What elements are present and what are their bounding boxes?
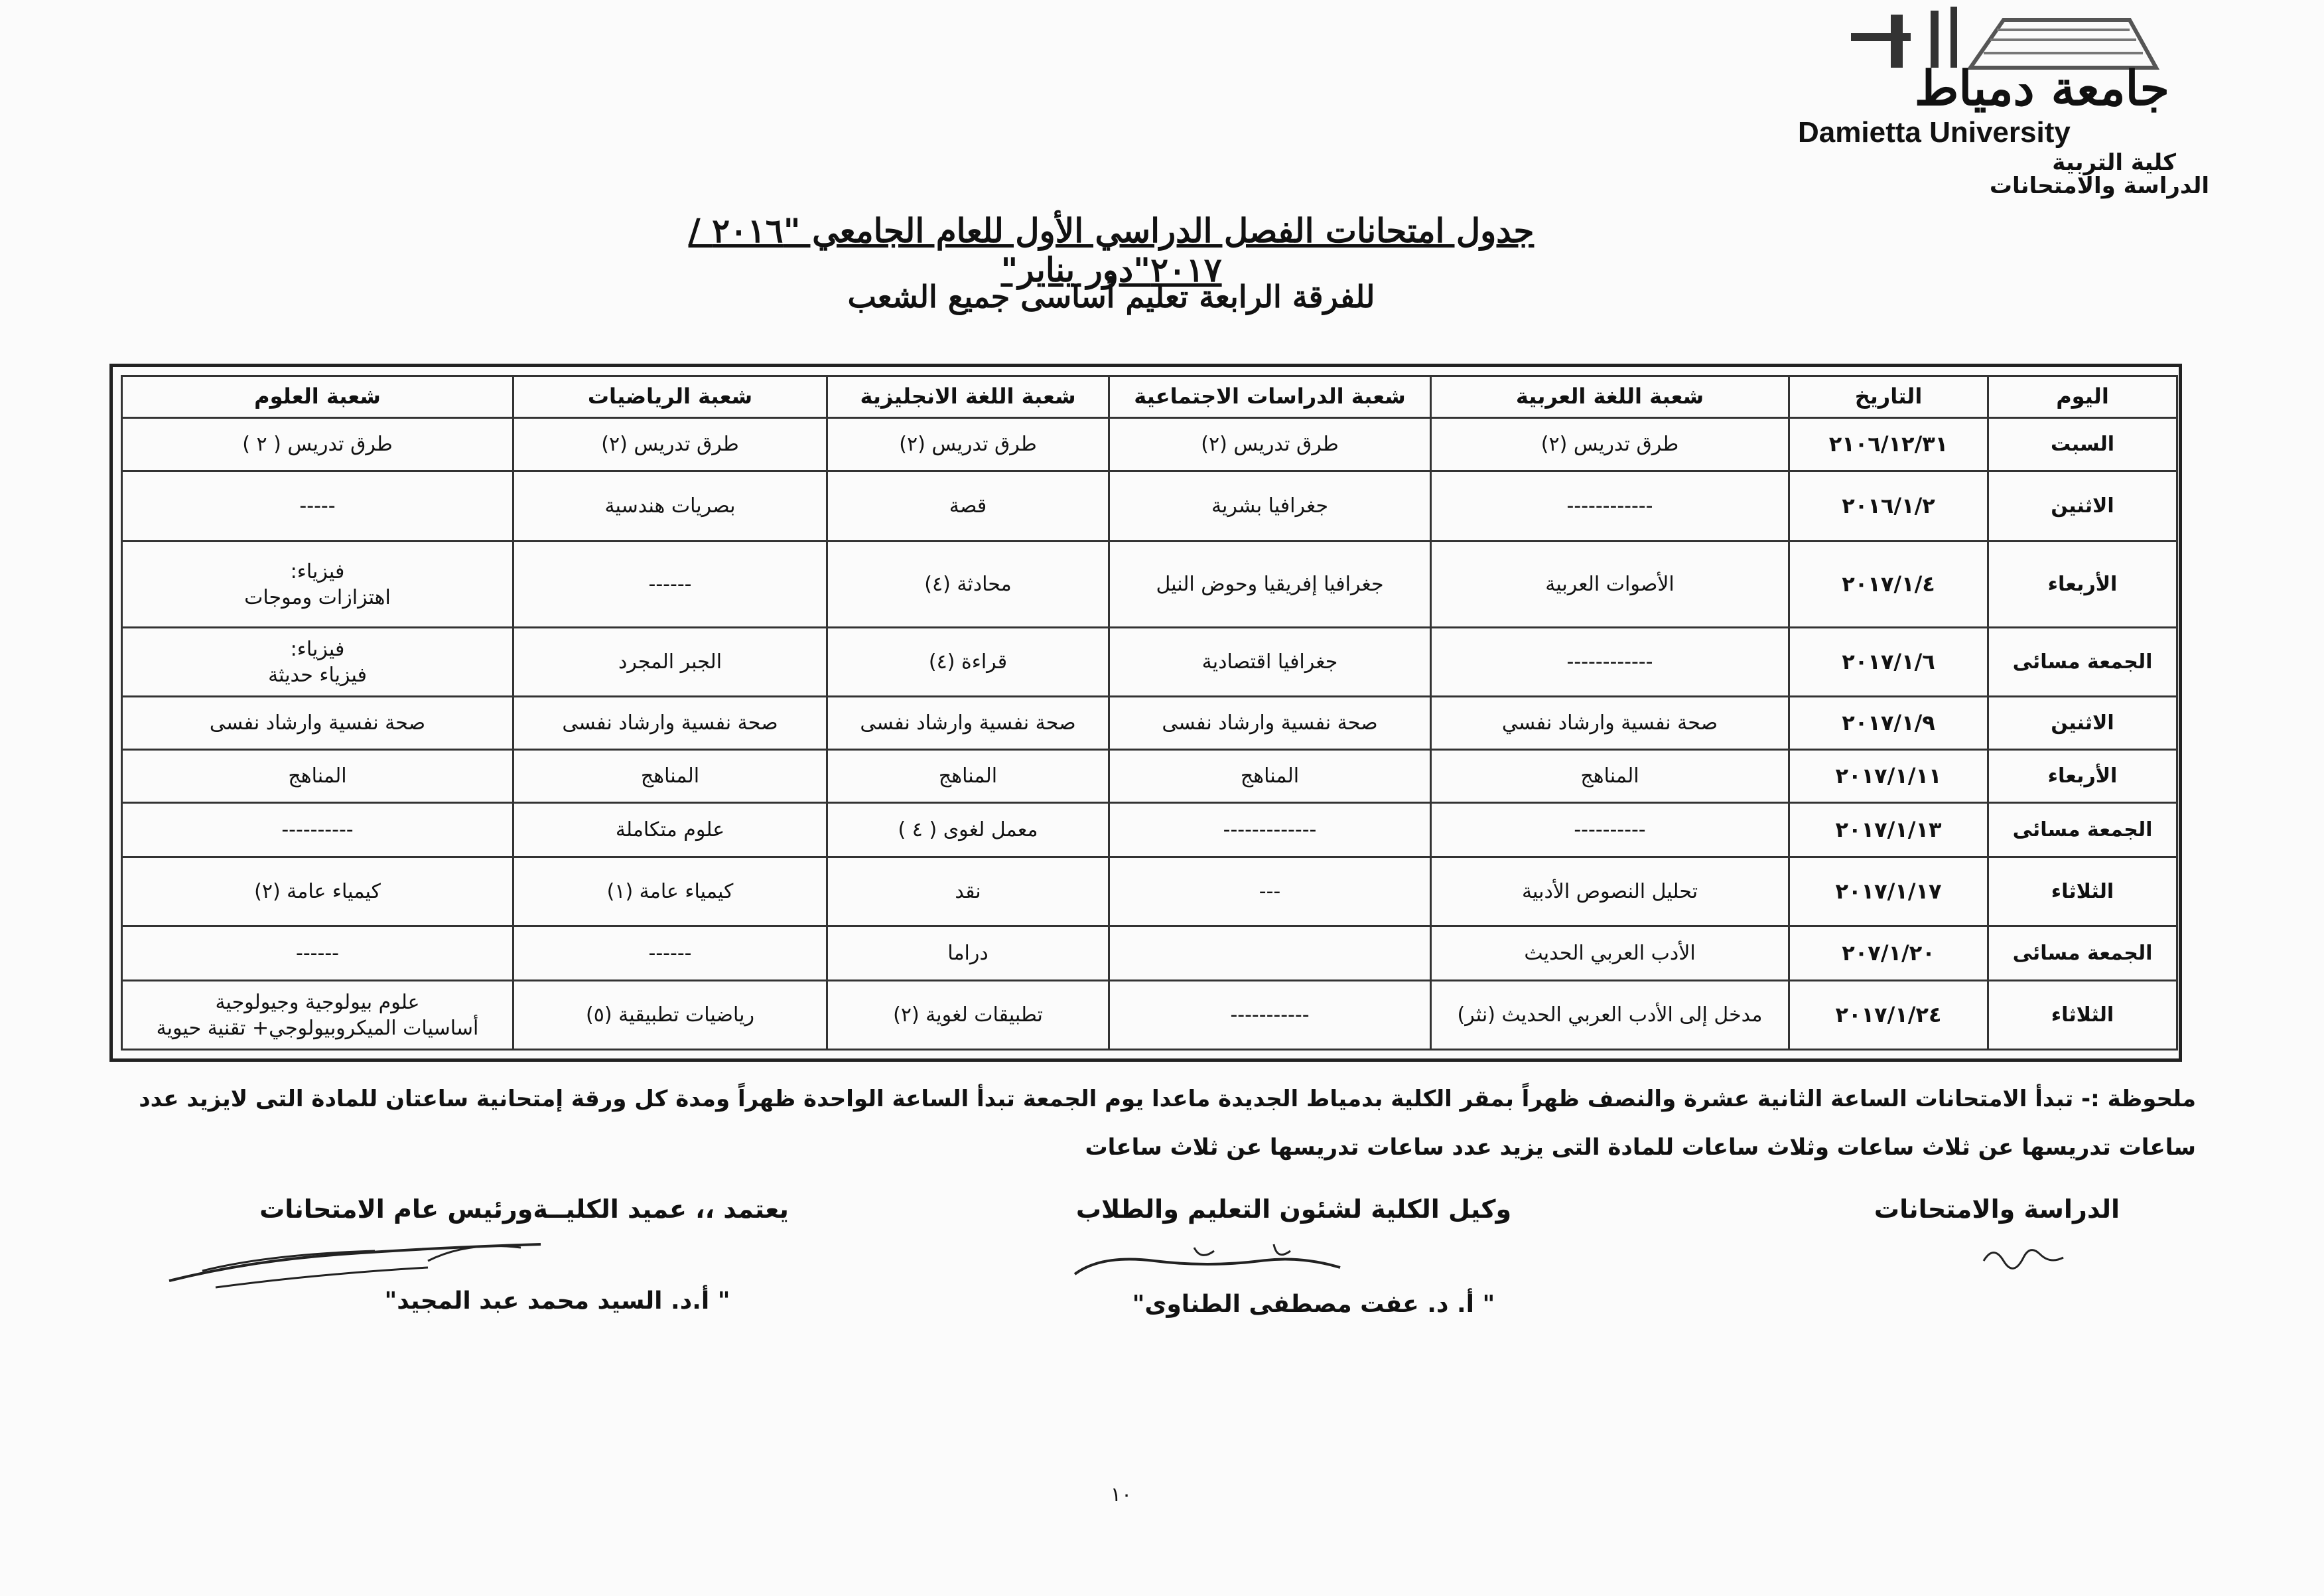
cell-english: معمل لغوى ( ٤ ) — [827, 803, 1109, 857]
cell-social: جغرافيا بشرية — [1109, 471, 1431, 542]
cell-date: ٢٠١٧/١/١٧ — [1789, 857, 1988, 926]
cell-math: المناهج — [513, 750, 827, 803]
cell-social: ------------- — [1109, 803, 1431, 857]
cell-science: كيمياء عامة (٢) — [122, 857, 513, 926]
cell-science: علوم بيولوجية وجيولوجية أساسيات الميكروبيولوجي+ تقنية حيوية — [122, 981, 513, 1050]
table-row — [122, 542, 2177, 628]
vice-dean-title: وكيل الكلية لشئون التعليم والطلاب — [1075, 1195, 1512, 1224]
cell-social: ----------- — [1109, 981, 1431, 1050]
cell-day: الاثنين — [1988, 471, 2177, 542]
cell-day: الثلاثاء — [1988, 857, 2177, 926]
cell-english: تطبيقات لغوية (٢) — [827, 981, 1109, 1050]
cell-math: ------ — [513, 926, 827, 981]
cell-day: الاثنين — [1988, 697, 2177, 750]
cell-science: ---------- — [122, 803, 513, 857]
cell-social — [1109, 926, 1431, 981]
schedule-note: ملحوظة :- تبدأ الامتحانات الساعة الثانية عشرة والنصف ظهراً بمقر الكلية بدمياط الجديدة ماعدا يوم الجمعة تبدأ الساعة الواحدة ظهراً ومدة كل ورقة إمتحانية ساعتان للمادة التى لايزيد عدد ساعات تدريسها عن ثلاث ساعات وثلاث ساعات للمادة التى يزيد عدد ساعات تدريسها عن ثلاث ساعات — [139, 1086, 2196, 1161]
cell-social: جغرافيا إفريقيا وحوض النيل — [1109, 542, 1431, 628]
cell-date: ٢٠١٧/١/٤ — [1789, 542, 1988, 628]
cell-date: ٢٠١٦/١/٢ — [1789, 471, 1988, 542]
cell-math: صحة نفسية وارشاد نفسى — [513, 697, 827, 750]
table-header-row — [122, 376, 2177, 418]
header-social: شعبة الدراسات الاجتماعية — [1109, 376, 1431, 418]
university-logo — [1758, 7, 2249, 199]
cell-arabic: الأصوات العربية — [1431, 542, 1789, 628]
page-title: جدول امتحانات الفصل الدراسي الأول للعام الجامعي "٢٠١٦ /٢٠١٧"دور يناير" — [688, 211, 1535, 289]
cell-social: طرق تدريس (٢) — [1109, 418, 1431, 471]
table-row — [122, 418, 2177, 471]
cell-arabic: تحليل النصوص الأدبية — [1431, 857, 1789, 926]
table-row — [122, 628, 2177, 697]
header-science: شعبة العلوم — [122, 376, 513, 418]
cell-date: ٢٠١٧/١/٦ — [1789, 628, 1988, 697]
vice-dean-signature-icon — [1061, 1234, 1433, 1294]
cell-science: فيزياء: فيزياء حديثة — [122, 628, 513, 697]
cell-science: ------ — [122, 926, 513, 981]
cell-math: رياضيات تطبيقية (٥) — [513, 981, 827, 1050]
cell-math: ------ — [513, 542, 827, 628]
header-date: التاريخ — [1789, 376, 1988, 418]
department-name: الدراسة والامتحانات — [1989, 173, 2209, 199]
table-row — [122, 697, 2177, 750]
table-row — [122, 750, 2177, 803]
cell-arabic: طرق تدريس (٢) — [1431, 418, 1789, 471]
cell-arabic: ------------ — [1431, 628, 1789, 697]
cell-day: الأربعاء — [1988, 542, 2177, 628]
cell-social: المناهج — [1109, 750, 1431, 803]
cell-english: دراما — [827, 926, 1109, 981]
page-number: ١٠ — [1110, 1483, 1132, 1506]
cell-arabic: الأدب العربي الحديث — [1431, 926, 1789, 981]
exam-schedule-frame — [109, 364, 2182, 1062]
cell-english: محادثة (٤) — [827, 542, 1109, 628]
cell-english: قراءة (٤) — [827, 628, 1109, 697]
cell-english: المناهج — [827, 750, 1109, 803]
cell-day: الأربعاء — [1988, 750, 2177, 803]
cell-math: الجبر المجرد — [513, 628, 827, 697]
dean-name: " أ.د. السيد محمد عبد المجيد" — [384, 1287, 730, 1315]
cell-science: طرق تدريس ( ٢ ) — [122, 418, 513, 471]
cell-date: ٢٠١٧/١/٩ — [1789, 697, 1988, 750]
exams-office-signature-icon — [1977, 1234, 2070, 1274]
logo-arabic-name: جامعة دمياط — [1914, 60, 2169, 116]
cell-english: طرق تدريس (٢) — [827, 418, 1109, 471]
header-math: شعبة الرياضيات — [513, 376, 827, 418]
cell-social: جغرافيا اقتصادية — [1109, 628, 1431, 697]
table-row — [122, 926, 2177, 981]
cell-day: الجمعة مسائى — [1988, 803, 2177, 857]
exams-office-title: الدراسة والامتحانات — [1874, 1195, 2120, 1224]
cell-date: ٢٠٧/١/٢٠ — [1789, 926, 1988, 981]
table-row — [122, 981, 2177, 1050]
cell-day: السبت — [1988, 418, 2177, 471]
header-arabic: شعبة اللغة العربية — [1431, 376, 1789, 418]
cell-math: علوم متكاملة — [513, 803, 827, 857]
header-day: اليوم — [1988, 376, 2177, 418]
cell-math: طرق تدريس (٢) — [513, 418, 827, 471]
page-subtitle: للفرقة الرابعة تعليم أساسى جميع الشعب — [847, 279, 1375, 315]
cell-math: كيمياء عامة (١) — [513, 857, 827, 926]
cell-arabic: صحة نفسية وارشاد نفسي — [1431, 697, 1789, 750]
cell-date: ٢١٠٦/١٢/٣١ — [1789, 418, 1988, 471]
logo-english-name: Damietta University — [1798, 116, 2071, 149]
cell-english: صحة نفسية وارشاد نفسى — [827, 697, 1109, 750]
cell-date: ٢٠١٧/١/٢٤ — [1789, 981, 1988, 1050]
cell-science: المناهج — [122, 750, 513, 803]
cell-arabic: مدخل إلى الأدب العربي الحديث (نثر) — [1431, 981, 1789, 1050]
cell-arabic: ---------- — [1431, 803, 1789, 857]
cell-date: ٢٠١٧/١/١١ — [1789, 750, 1988, 803]
exam-schedule-table — [121, 375, 2178, 1051]
dean-title: يعتمد ،، عميد الكليــةورئيس عام الامتحانات — [259, 1195, 789, 1224]
cell-date: ٢٠١٧/١/١٣ — [1789, 803, 1988, 857]
cell-arabic: ------------ — [1431, 471, 1789, 542]
dean-signature-icon — [163, 1234, 640, 1294]
cell-social: --- — [1109, 857, 1431, 926]
cell-science: ----- — [122, 471, 513, 542]
cell-english: قصة — [827, 471, 1109, 542]
cell-day: الجمعة مسائى — [1988, 926, 2177, 981]
cell-science: صحة نفسية وارشاد نفسى — [122, 697, 513, 750]
vice-dean-name: " أ. د. عفت مصطفى الطناوى" — [1132, 1291, 1495, 1318]
table-row — [122, 803, 2177, 857]
table-row — [122, 471, 2177, 542]
faculty-name: كلية التربية — [2052, 149, 2176, 176]
table-row — [122, 857, 2177, 926]
cell-arabic: المناهج — [1431, 750, 1789, 803]
cell-day: الثلاثاء — [1988, 981, 2177, 1050]
cell-english: نقد — [827, 857, 1109, 926]
header-english: شعبة اللغة الانجليزية — [827, 376, 1109, 418]
cell-day: الجمعة مسائى — [1988, 628, 2177, 697]
cell-social: صحة نفسية وارشاد نفسى — [1109, 697, 1431, 750]
cell-math: بصريات هندسية — [513, 471, 827, 542]
cell-science: فيزياء: اهتزازات وموجات — [122, 542, 513, 628]
